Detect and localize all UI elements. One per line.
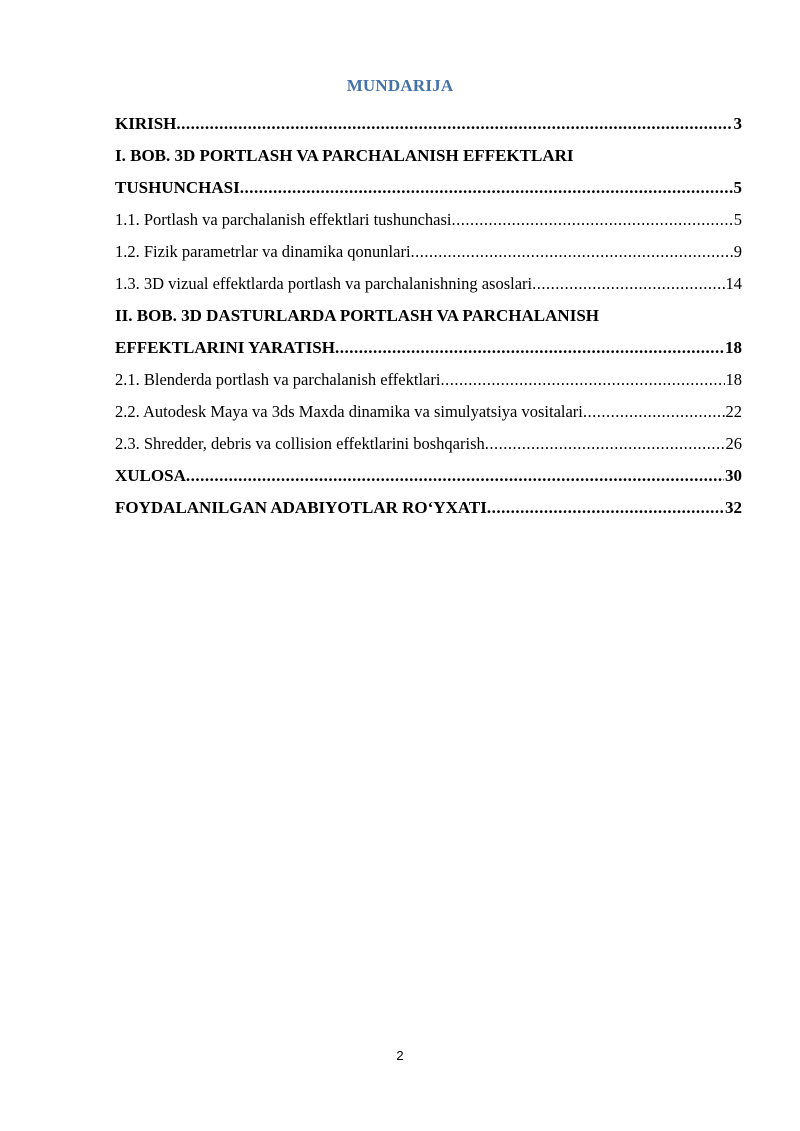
toc-entry-chapter-1[interactable] xyxy=(115,140,742,204)
toc-entry-xulosa[interactable] xyxy=(115,460,742,492)
toc-entry-label: FOYDALANILGAN ADABIYOTLAR RO‘YXATI xyxy=(115,498,487,517)
toc-entry-section-1-3[interactable] xyxy=(115,268,742,300)
toc-entry-label-line1: II. BOB. 3D DASTURLARDA PORTLASH VA PARCHALANISH xyxy=(115,306,599,325)
toc-entry-label: 2.2. Autodesk Maya va 3ds Maxda dinamika va simulyatsiya vositalari xyxy=(115,402,583,421)
toc-entry-label: 1.1. Portlash va parchalanish effektlari tushunchasi xyxy=(115,210,452,229)
toc-entry-label: 1.3. 3D vizual effektlarda portlash va parchalanishning asoslari xyxy=(115,274,533,293)
toc-entry-section-1-2[interactable] xyxy=(115,236,742,268)
toc-dot-leader xyxy=(411,236,733,268)
toc-entry-page: 5 xyxy=(733,210,742,229)
table-of-contents xyxy=(115,108,742,524)
toc-entry-chapter-2[interactable] xyxy=(115,300,742,364)
toc-entry-page: 22 xyxy=(725,402,742,421)
toc-entry-page: 5 xyxy=(733,178,742,197)
toc-entry-label-line1: I. BOB. 3D PORTLASH VA PARCHALANISH EFFEKTLARI xyxy=(115,146,574,165)
toc-entry-page: 3 xyxy=(733,114,742,133)
toc-dot-leader xyxy=(240,172,733,204)
toc-dot-leader xyxy=(186,460,724,492)
toc-entry-page: 14 xyxy=(725,274,742,293)
toc-entry-page: 18 xyxy=(725,370,742,389)
toc-entry-label: 2.1. Blenderda portlash va parchalanish effektlari xyxy=(115,370,441,389)
toc-title: MUNDARIJA xyxy=(346,76,454,95)
toc-entry-section-2-3[interactable] xyxy=(115,428,742,460)
toc-entry-page: 32 xyxy=(725,498,742,517)
toc-entry-page: 18 xyxy=(725,338,742,357)
page-number: 2 xyxy=(396,1048,404,1063)
toc-dot-leader xyxy=(583,396,725,428)
toc-dot-leader xyxy=(487,492,724,524)
toc-entry-page: 9 xyxy=(733,242,742,261)
toc-dot-leader xyxy=(176,108,732,140)
toc-entry-label: KIRISH xyxy=(115,114,177,133)
toc-entry-label: TUSHUNCHASI xyxy=(115,178,240,197)
toc-entry-label: EFFEKTLARINI YARATISH xyxy=(115,338,335,357)
toc-entry-page: 30 xyxy=(725,466,742,485)
toc-entry-label: XULOSA xyxy=(115,466,186,485)
toc-dot-leader xyxy=(485,428,725,460)
toc-entry-kirish[interactable] xyxy=(115,108,742,140)
toc-dot-leader xyxy=(451,204,732,236)
toc-entry-label: 1.2. Fizik parametrlar va dinamika qonunlari xyxy=(115,242,411,261)
toc-dot-leader xyxy=(440,364,724,396)
toc-entry-page: 26 xyxy=(725,434,742,453)
toc-entry-references[interactable] xyxy=(115,492,742,524)
toc-entry-section-1-1[interactable] xyxy=(115,204,742,236)
toc-dot-leader xyxy=(532,268,724,300)
toc-entry-label: 2.3. Shredder, debris va collision effektlarini boshqarish xyxy=(115,434,485,453)
toc-entry-section-2-1[interactable] xyxy=(115,364,742,396)
toc-entry-section-2-2[interactable] xyxy=(115,396,742,428)
toc-dot-leader xyxy=(335,332,724,364)
